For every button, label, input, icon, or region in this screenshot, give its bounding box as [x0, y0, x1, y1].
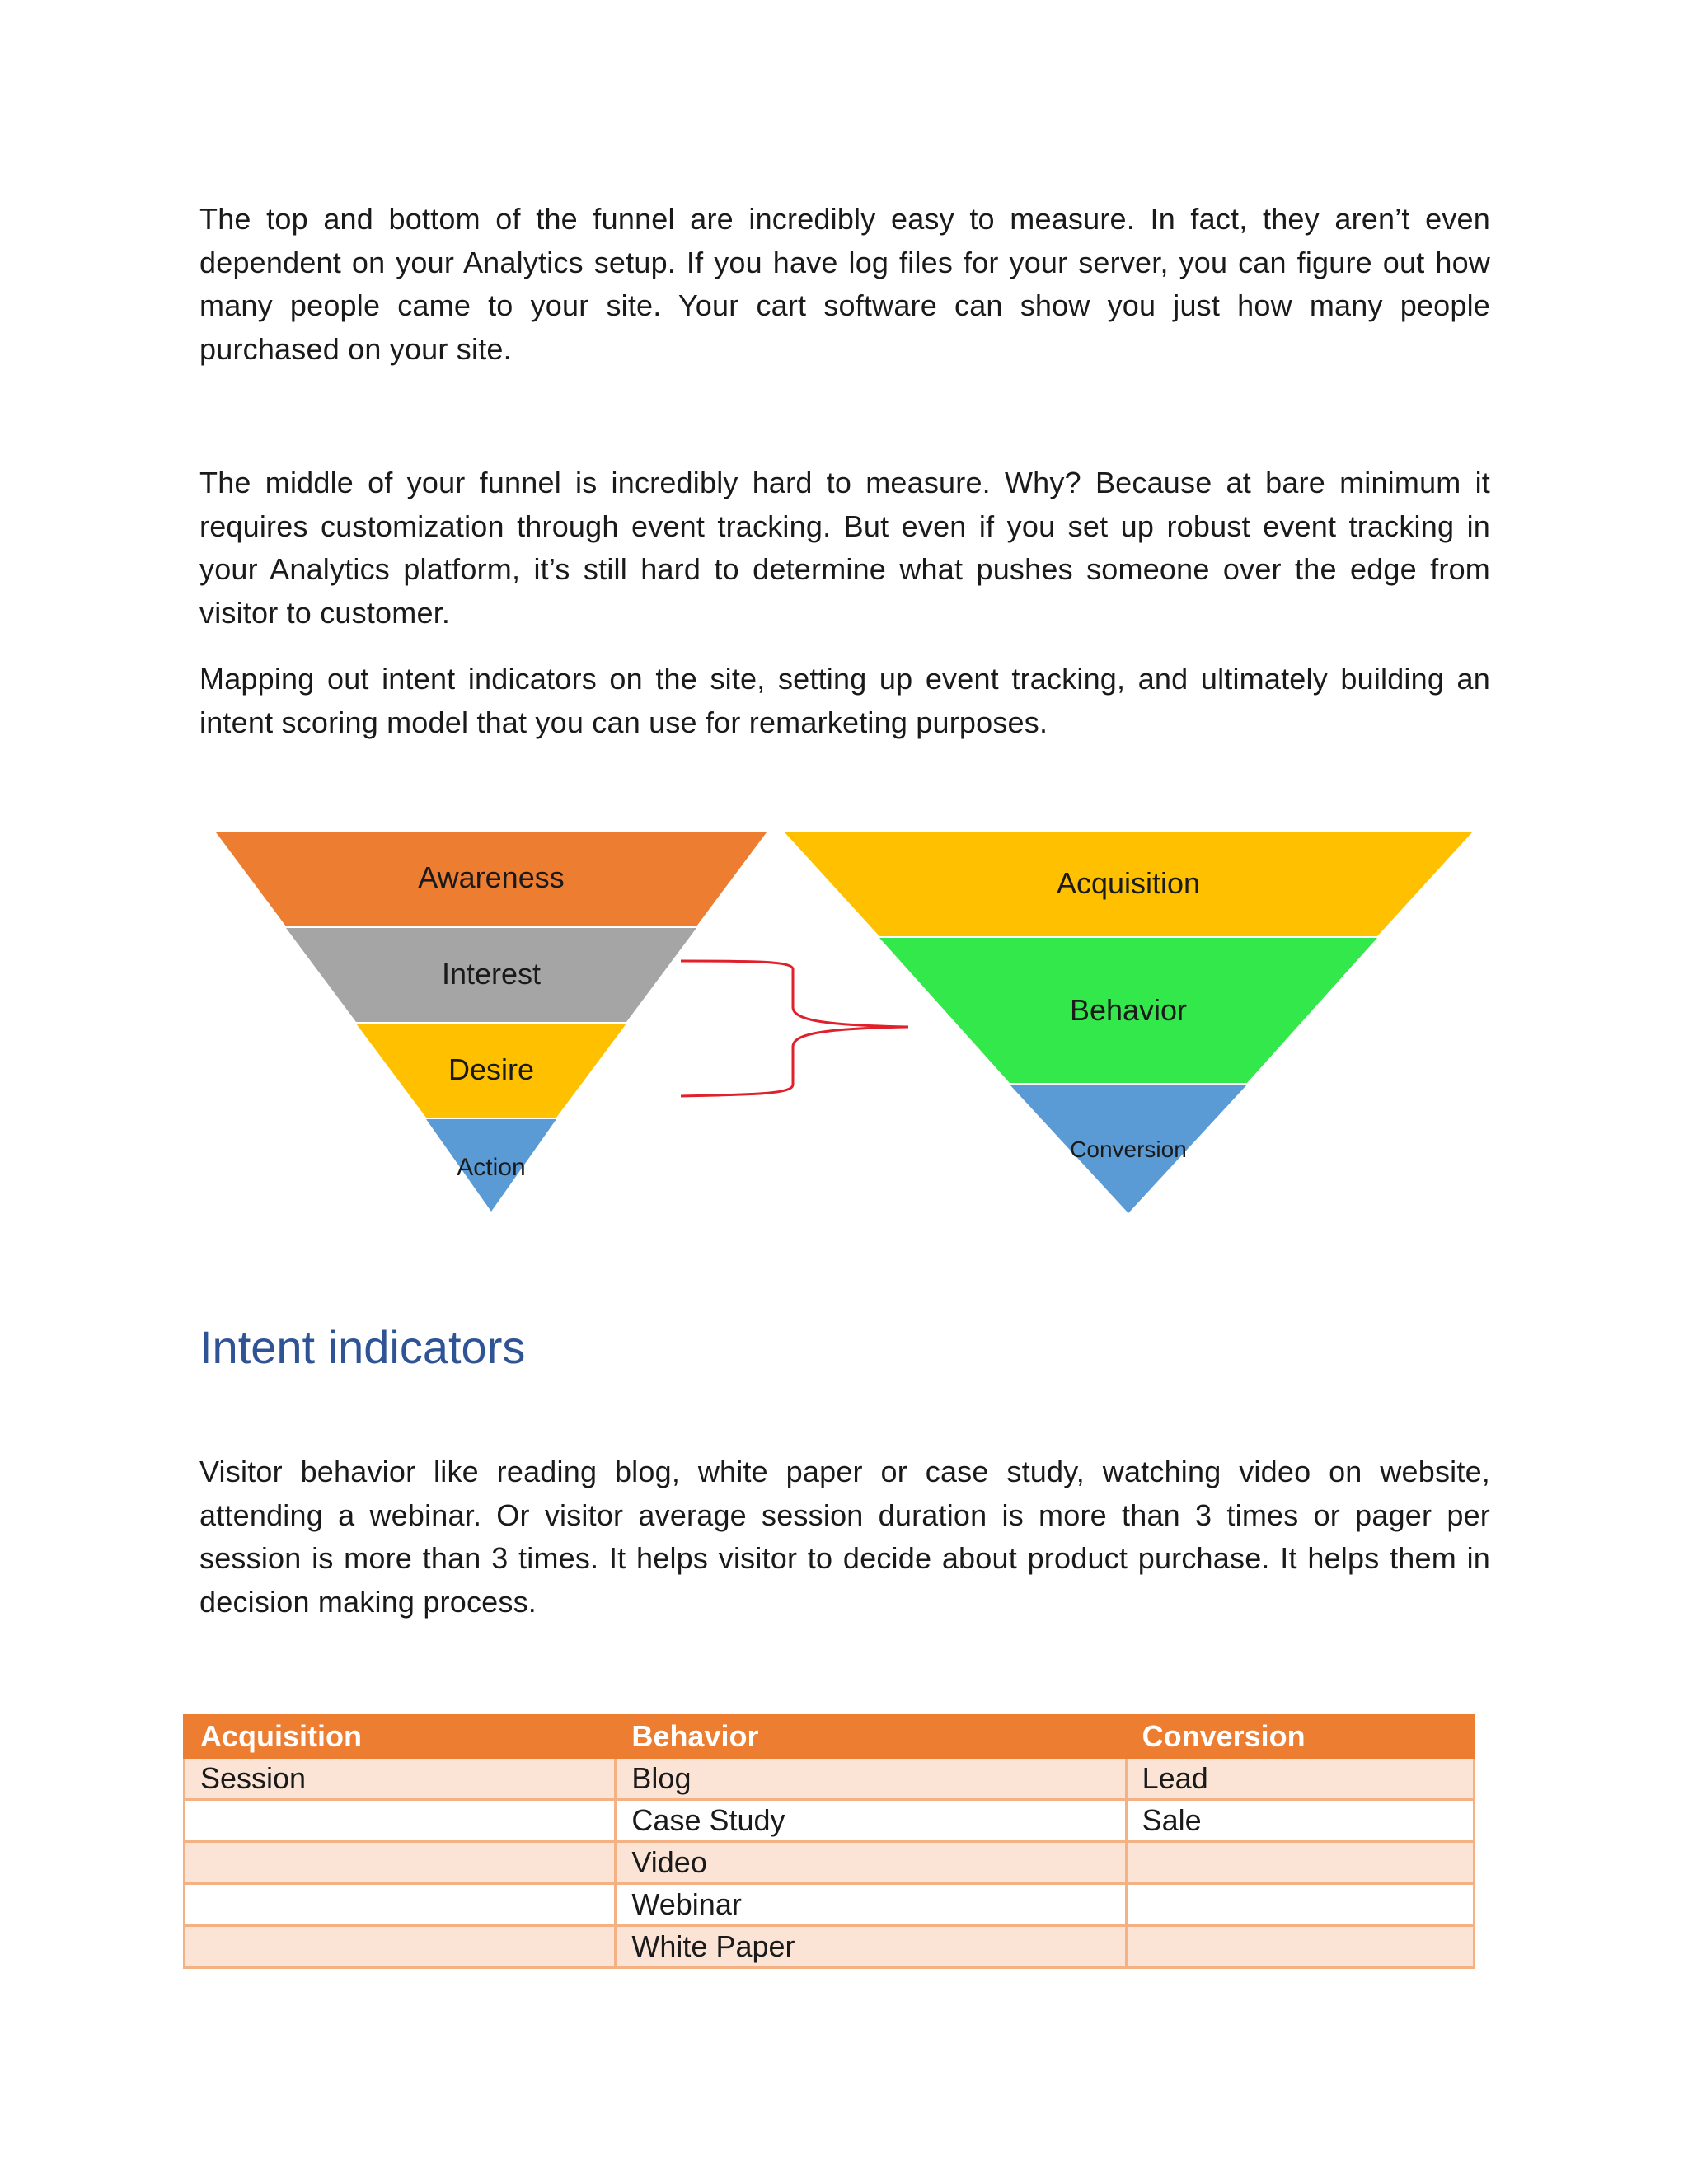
- funnel-svg: [0, 816, 1688, 1244]
- funnel-right-label-conversion: Conversion: [1070, 1137, 1187, 1162]
- table-cell: [185, 1800, 616, 1842]
- paragraph-funnel-measure: The top and bottom of the funnel are incredibly easy to measure. In fact, they aren’t even dependent on your Analytics setup. If you have log files for your server, you can figure out how many people came to your site. Your cart software can show you just how many people purchased on your site.: [199, 202, 1490, 366]
- table-row: [185, 1926, 1475, 1968]
- table-cell: Video: [616, 1842, 1126, 1884]
- funnel-left-label-desire: Desire: [448, 1052, 535, 1086]
- table-cell: [185, 1842, 616, 1884]
- table-cell: [1126, 1884, 1474, 1926]
- table-cell: Session: [185, 1758, 616, 1800]
- funnel-left-label-interest: Interest: [441, 957, 542, 991]
- intent-table: [183, 1714, 1475, 1969]
- paragraph-funnel-middle: The middle of your funnel is incredibly hard to measure. Why? Because at bare minimum it requires customization through event tracking. But even if you set up robust event tracking in your Analytics platform, it’s still hard to determine what pushes someone over the edge from visitor to customer.: [199, 466, 1490, 630]
- table-cell: [1126, 1926, 1474, 1968]
- bracket-connector: [681, 961, 908, 1096]
- funnel-left: [216, 832, 767, 1212]
- table-cell: Webinar: [616, 1884, 1126, 1926]
- funnel-diagrams: [0, 816, 1688, 1244]
- paragraph-mapping-intent: Mapping out intent indicators on the site, setting up event tracking, and ultimately building an intent scoring model that you can use for remarketing purposes.: [199, 662, 1490, 739]
- table-cell: [185, 1926, 616, 1968]
- table-cell: [1126, 1842, 1474, 1884]
- table-cell: Sale: [1126, 1800, 1474, 1842]
- section-heading: Intent indicators: [199, 1321, 526, 1373]
- table-row: [185, 1842, 1475, 1884]
- table-header-row: [185, 1716, 1475, 1758]
- table-header-acquisition: Acquisition: [185, 1716, 616, 1758]
- table-row: [185, 1884, 1475, 1926]
- funnel-left-label-action: Action: [457, 1154, 526, 1181]
- table-cell: Lead: [1126, 1758, 1474, 1800]
- table-row: [185, 1758, 1475, 1800]
- table-cell: [185, 1884, 616, 1926]
- table-cell: Case Study: [616, 1800, 1126, 1842]
- funnel-right-label-behavior: Behavior: [1069, 993, 1188, 1027]
- funnel-right: [785, 832, 1472, 1213]
- paragraph-visitor-behavior: Visitor behavior like reading blog, white paper or case study, watching video on website, attending a webinar. Or visitor average session duration is more than 3 times or pager per session is more than 3 times. It helps visitor to decide about product purchase. It helps them in decision making process.: [199, 1455, 1490, 1619]
- table-row: [185, 1800, 1475, 1842]
- table-cell: White Paper: [616, 1926, 1126, 1968]
- funnel-left-label-awareness: Awareness: [418, 860, 565, 894]
- table-header-behavior: Behavior: [616, 1716, 1126, 1758]
- table-cell: Blog: [616, 1758, 1126, 1800]
- funnel-right-label-acquisition: Acquisition: [1056, 866, 1201, 900]
- table-header-conversion: Conversion: [1126, 1716, 1474, 1758]
